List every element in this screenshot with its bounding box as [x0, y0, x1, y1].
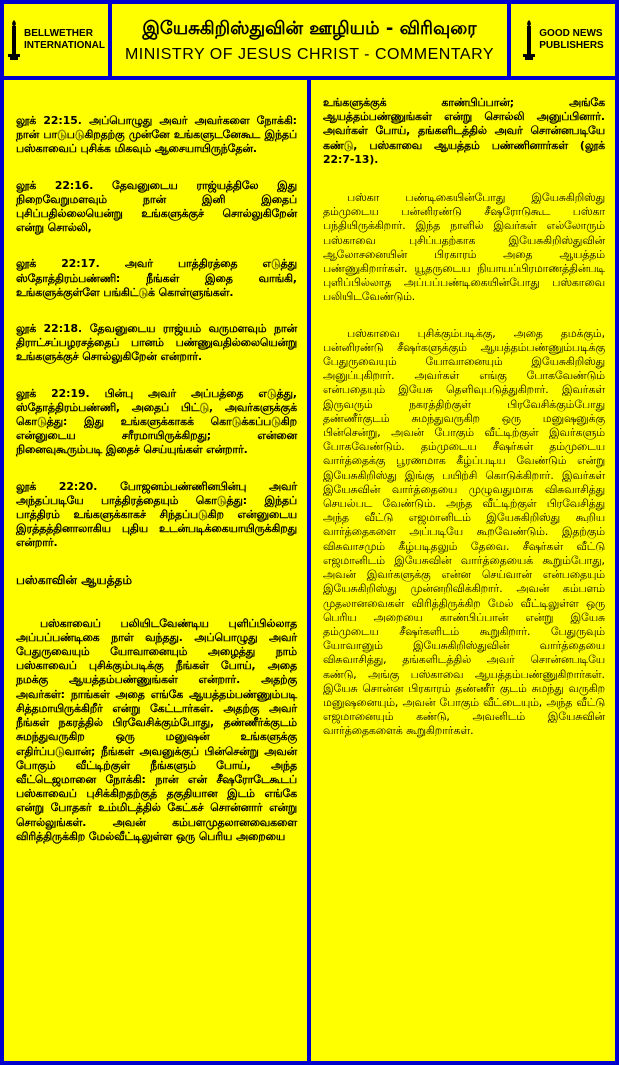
commentary-paragraph: பஸ்கா பண்டிகையின்போது இயேசுகிறிஸ்து தம்முடைய பன்னிரண்டு சீஷரோடுகூட பஸ்கா பந்தியிருக்கிறார். இந்த நாளில் இவர்கள் எல்லோரும் பஸ்காவை புசிப்பதற்காக இயேசுகிறிஸ்துவின் ஆலோசனையின் பிரகாரம் அதை ஆயத்தம் பண்ணுகிறார்கள். யூதருடைய நியாயப்பிரமாணத்தின்படி புளிப்பில்லாத அப்பப்பண்டிகையின்போது பஸ்காவை பலியிடவேண்டும்.: [323, 191, 605, 304]
verse-paragraph: லூக் 22:19. பின்பு அவர் அப்பத்தை எடுத்து, ஸ்தோத்திரம்பண்ணி, அதைப் பிட்டு, அவர்களுக்குக் கொடுத்து: இது உங்களுக்காகக் கொடுக்கப்படுகிற என்னுடைய சரீரமாயிருக்கிறது; என்னை நினைவுகூரும்படி இதைச் செய்யுங்கள் என்றார்.: [16, 386, 297, 457]
section-heading: பஸ்காவின் ஆயத்தம்: [16, 572, 132, 587]
verse-paragraph: லூக் 22:20. போஜனம்பண்ணினபின்பு அவர் அந்தப்படியே பாத்திரத்தையும் கொடுத்து: இந்தப் பாத்திரம் உங்களுக்காகச் சிந்தப்படுகிற என்னுடைய இரத்தத்தினாலாகிய புதிய உடன்படிக்கையாயிருக்கிறது என்றார்.: [16, 479, 297, 550]
bellwether-logo: [4, 4, 108, 76]
logo-line-2: INTERNATIONAL: [24, 40, 105, 51]
candle-icon: [522, 20, 536, 60]
verse-paragraph: லூக் 22:15. அப்பொழுது அவர் அவர்களை நோக்கி: நான் பாடுபடுகிறதற்கு முன்னே உங்களுடனேகூட இந்தப் பஸ்காவைப் புசிக்க மிகவும் ஆசையாயிருந்தேன்.: [16, 114, 297, 156]
logo-line-1: BELLWETHER: [24, 28, 93, 39]
logo-line-1: GOOD NEWS: [539, 28, 603, 39]
scripture-continuation: உங்களுக்குக் காண்பிப்பான்; அங்கே ஆயத்தம்பண்ணுங்கள் என்று சொல்லி அனுப்பினார். அவர்கள் போய், தங்களிடத்தில் அவர் சொன்னபடியே கண்டு, பஸ்காவை ஆயத்தம் பண்ணினார்கள் (லூக் 22:7-13).: [323, 96, 605, 166]
logo-line-2: PUBLISHERS: [539, 40, 604, 51]
verse-paragraph: லூக் 22:17. அவர் பாத்திரத்தை எடுத்து ஸ்தோத்திரம்பண்ணி: நீங்கள் இதை வாங்கி, உங்களுக்குள்ளே பங்கிட்டுக் கொள்ளுங்கள்.: [16, 257, 297, 299]
good-news-logo: [511, 4, 615, 76]
candle-icon: [7, 20, 21, 60]
tamil-title: இயேசுகிறிஸ்துவின் ஊழியம் - விரிவுரை: [142, 18, 477, 39]
verse-paragraph: லூக் 22:18. தேவனுடைய ராஜ்யம் வருமளவும் நான் திராட்சப்பழரசத்தைப் பானம் பண்ணுவதில்லையென்று உங்களுக்குச் சொல்லுகிறேன் என்றார்.: [16, 322, 297, 364]
commentary-paragraph: பஸ்காவை புசிக்கும்படிக்கு, அதை தமக்கும், பன்னிரண்டு சீஷர்களுக்கும் ஆயத்தம்பண்ணும்படிக்கு பேதுருவையும் யோவானையும் இயேசுகிறிஸ்து அனுப்புகிறார். அவர்கள் எங்கு போகவேண்டும் என்பதையும் இயேசு தெளிவுபடுத்துகிறார். இவர்கள் இருவரும் நகரத்திற்குள் பிரவேசிக்கும்போது தண்ணீர்குடம் சுமந்துவருகிற ஒரு மனுஷனுக்கு பின்சென்று, அவன் போகும் வீட்டிற்குள் இவர்களும் போகவேண்டும். தம்முடைய சீஷர்கள் தம்முடைய வார்த்தைக்கு பூரணமாக கீழ்ப்படிய வேண்டும் என்று இயேசுகிறிஸ்து இங்கு பயிற்சி கொடுக்கிறார். இவர்கள் இயேசுவின் வார்த்தையை முழுவதுமாக விசுவாசித்து செயல்பட வேண்டும். அந்த வீட்டிற்குள் பிரவேசித்து அந்த வீட்டு எஜமானிடம் இயேசுகிறிஸ்து கூறிய வார்த்தைகளை அப்படியே கூறவேண்டும். இதற்கும் விசுவாசமும் கீழ்படிதலும் தேவை. சீஷர்கள் வீட்டு எஜமானிடம் இயேசுவின் வார்த்தையைக் கூறும்போது, அவன் இவர்களுக்கு என்ன செய்வான் என்பதையும் இயேசுகிறிஸ்து முன்னறிவிக்கிறார். அவன் கம்பளம் முதலானவைகள் விரித்திருக்கிற மேல் வீட்டிலுள்ள ஒரு பெரிய அறையை காண்பிப்பான் என்று இயேசு தம்முடைய சீஷர்களிடம் கூறுகிறார். பேதுருவும் யோவானும் இயேசுகிறிஸ்துவின் வார்த்தையை விசுவாசித்து, தங்களிடத்தில் அவர் சொன்னபடியே கண்டு, அங்கு பஸ்காவை ஆயத்தம்பண்ணுகிறார்கள். இயேசு சொன்ன பிரகாரம் தண்ணீர் குடம் சுமந்து வருகிற மனுஷனையும், அவன் போகும் வீட்டையும், அந்த வீட்டு எஜமானையும் கண்டு, அவனிடம் இயேசுவின் வார்த்தைகளைக் கூறுகிறார்கள்.: [323, 326, 605, 738]
title-box: [112, 4, 507, 76]
right-column: [311, 80, 615, 1061]
english-title: MINISTRY OF JESUS CHRIST - COMMENTARY: [124, 46, 495, 63]
page-header: [4, 4, 615, 76]
left-column: [4, 80, 307, 1061]
scripture-paragraph: பஸ்காவைப் பலியிடவேண்டிய புளிப்பில்லாத அப்பப்பண்டிகை நாள் வந்தது. அப்பொழுது அவர் பேதுருவையும் யோவானையும் அழைத்து நாம் பஸ்காவைப் புசிக்கும்படிக்கு நீங்கள் போய், அதை நமக்கு ஆயத்தம்பண்ணுங்கள் என்றார். அதற்கு அவர்கள்: நாங்கள் அதை எங்கே ஆயத்தம்பண்ணும்படி சித்தமாயிருக்கிறீர் என்று கேட்டார்கள். அதற்கு அவர் நீங்கள் நகரத்தில் பிரவேசிக்கும்போது, தண்ணீர்க்குடம் சுமந்துவருகிற ஒரு மனுஷன் உங்களுக்கு எதிர்ப்படுவான்; நீங்கள் அவனுக்குப் பின்சென்று அவன் போகும் வீட்டிற்குள் நீங்களும் போய், அந்த வீட்டெஜமானை நோக்கி: நான் என் சீஷரோடேகூடப் பஸ்காவைப் புசிக்கிறதற்குத் தகுதியான இடம் எங்கே என்று போதகர் உம்மிடத்தில் கேட்கச் சொன்னார் என்று சொல்லுங்கள். அவன் கம்பளமுதலானவைகளை விரித்திருக்கிற மேல்வீட்டிலுள்ள ஒரு பெரிய அறையை: [16, 616, 297, 843]
verse-paragraph: லூக் 22:16. தேவனுடைய ராஜ்யத்திலே இது நிறைவேறுமளவும் நான் இனி இதைப் புசிப்பதில்லையென்று உங்களுக்குச் சொல்லுகிறேன் என்று சொல்லி,: [16, 178, 297, 235]
